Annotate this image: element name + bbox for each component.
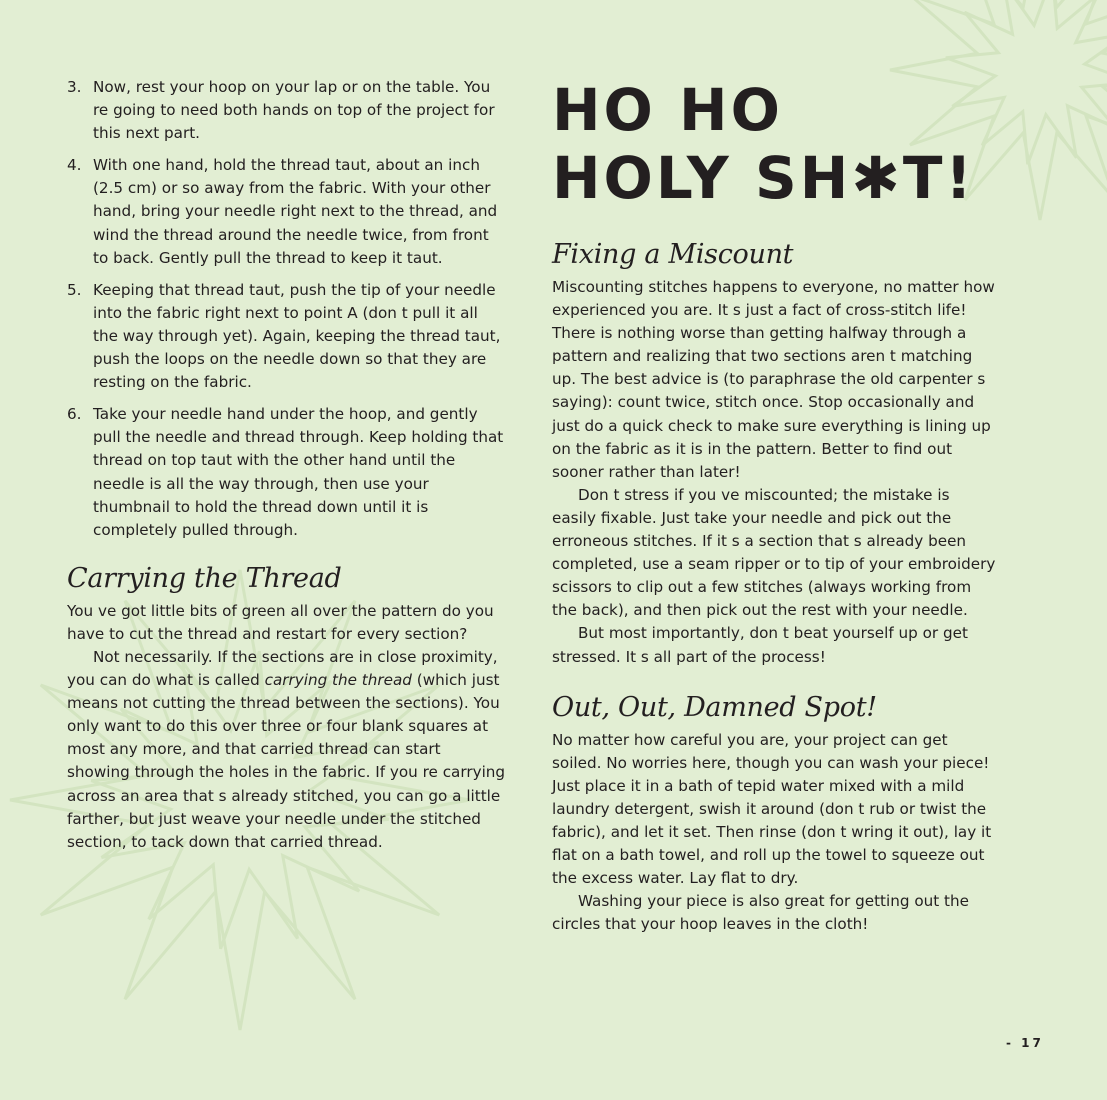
step-number: 6. (67, 405, 82, 424)
left-column (67, 76, 507, 854)
step-text: Now, rest your hoop on your lap or on the table. You re going to need both hands on top of the project for this next part. (93, 78, 495, 143)
section-heading-fixing-miscount: Fixing a Miscount (552, 239, 794, 270)
step-item (67, 154, 507, 269)
spot-paragraph-2: Washing your piece is also great for getting out the circles that your hoop leaves in the cloth! (552, 892, 969, 934)
carrying-term: carrying the thread (264, 671, 412, 690)
miscount-paragraph-3: But most importantly, don t beat yourself up or get stressed. It s all part of the process! (552, 624, 968, 666)
page-title (552, 76, 997, 212)
miscount-paragraph-1: Miscounting stitches happens to everyone, no matter how experienced you are. It s just a fact of cross-stitch life! There is nothing worse than getting halfway through a pattern and realizing that two sections aren t matching up. The best advice is (to paraphrase the old carpenter s saying): count twice, stitch once. Stop occasionally and just do a quick check to make sure everything is lining up on the fabric as it is in the pattern. Better to find out sooner rather than later! (552, 278, 995, 481)
spot-paragraph-1: No matter how careful you are, your project can get soiled. No worries here, though you can wash your piece! Just place it in a bath of tepid water mixed with a mild laundry detergent, swish it around (don t rub or twist the fabric), and let it set. Then rinse (don t wring it out), lay it flat on a bath towel, and roll up the towel to squeeze out the excess water. Lay flat to dry. (552, 730, 992, 888)
title-line-2: HOLY SH✱T! (552, 144, 975, 212)
step-text: With one hand, hold the thread taut, about an inch (2.5 cm) or so away from the fabric. With your other hand, bring your needle right next to the thread, and wind the thread around the needle twice, from front to back. Gently pull the thread to keep it taut. (93, 156, 498, 267)
section-heading-damned-spot: Out, Out, Damned Spot! (552, 691, 877, 723)
carrying-paragraph-1: You ve got little bits of green all over the pattern do you have to cut the thread and restart for every section? (67, 601, 494, 643)
carrying-paragraph-2-end: (which just means not cutting the thread between the sections). You only want to do this over three or four blank squares at most any more, and that carried thread can start showing through the holes in the fabric. If you re carrying across an area that s already stitched, you can go a little farther, but just weave your needle under the stitched section, to tack down that carried thread. (67, 671, 506, 851)
page-number: - 17 (1006, 1036, 1044, 1050)
step-number: 3. (67, 78, 82, 96)
section-heading-carrying-thread: Carrying the Thread (67, 562, 342, 594)
step-number: 5. (67, 280, 82, 299)
right-column (552, 76, 997, 936)
step-item (67, 403, 507, 542)
instruction-steps (67, 76, 507, 542)
carrying-paragraph-2-start: Not necessarily. If the sections are in close proximity, you can do what is called (67, 647, 498, 690)
step-item (67, 279, 507, 394)
step-text: Keeping that thread taut, push the tip of your needle into the fabric right next to point A (don t pull it all the way through yet). Again, keeping the thread taut, push the loops on the needle down so that they are resting on the fabric. (93, 280, 501, 392)
title-line-1: HO HO (552, 76, 783, 144)
miscount-paragraph-2: Don t stress if you ve miscounted; the mistake is easily fixable. Just take your needle and pick out the erroneous stitches. If it s a section that s already been completed, use a seam ripper or to tip of your embroidery scissors to clip out a few stitches (always working from the back), and then pick out the rest with your needle. (552, 485, 996, 620)
step-text: Take your needle hand under the hoop, and gently pull the needle and thread through. Keep holding that thread on top taut with the other hand until the needle is all the way through, then use your thumbnail to hold the thread down until it is completely pulled through. (93, 405, 504, 539)
step-item (67, 76, 507, 145)
step-number: 4. (67, 156, 82, 175)
carrying-paragraph-2 (67, 646, 507, 854)
